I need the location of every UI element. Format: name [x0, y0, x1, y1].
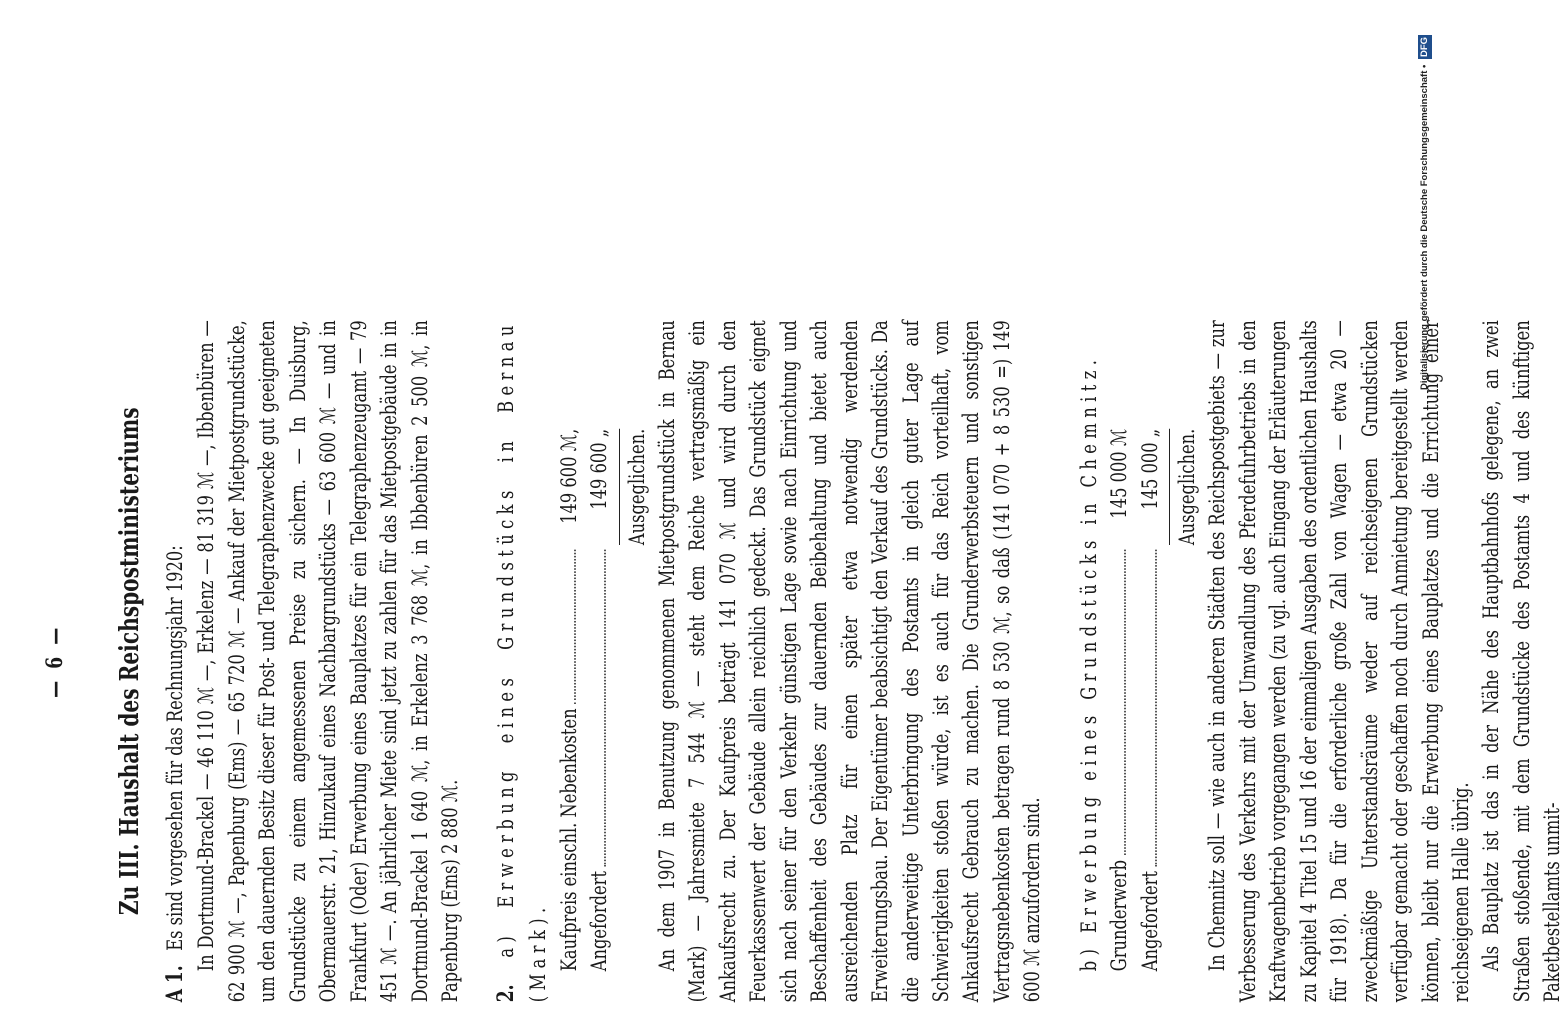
a1-label: A 1.	[161, 965, 188, 1003]
page-heading: Zu III. Haushalt des Reichspostministeriums	[114, 407, 145, 916]
leader-dots	[604, 550, 606, 867]
section-2a-title-text: a) Erwerbung eines Grundstücks in Bernau (Mark).	[494, 320, 551, 1003]
a1-intro-text: Es sind vorgesehen für das Rechnungsjahr 1920:	[162, 545, 187, 951]
sum-rule	[1169, 429, 1170, 545]
dfg-credit-sidebar	[1418, 10, 1432, 390]
dfg-logo: DFG	[1419, 36, 1430, 58]
section-2-label: 2.	[493, 984, 520, 1003]
cost-row-kaufpreis	[554, 429, 584, 972]
cost-row-label: Angefordert	[1137, 870, 1162, 972]
cost-row-label: Kaufpreis einschl. Nebenkosten	[556, 708, 581, 972]
a1-paragraph: In Dortmund-Brackel — 46 110 ℳ —, Erkelenz — 81 319 ℳ —, Ibbenbüren — 62 900 ℳ —, Papenburg (Ems) — 65 720 ℳ — Ankauf der Mietpostgrundstücke, um den dauernden Besitz dieser für Post- und Telegraphenzwecke gut geeigneten Grundstücke zu einem angemessenen Preise zu sichern. — In Duisburg, Obermauerstr. 21, Hinzukauf eines Nachbargrundstücks — 63 600 ℳ — und in Frankfurt (Oder) Erwerbung eines Bauplatzes für ein Telegraphenzeugamt — 79 451 ℳ —. An jährlicher Miete sind jetzt zu zahlen für das Mietpostgebäude in in Dortmund-Brackel 1 640 ℳ, in Erkelenz 3 768 ℳ, in Ibbenbüren 2 500 ℳ, in Papenburg (Ems) 2 880 ℳ.	[194, 320, 462, 1003]
leader-dots	[1124, 550, 1126, 856]
leader-dots	[574, 550, 576, 704]
page-number: — 6 —	[42, 624, 68, 698]
cost-row-value: 149 600 ℳ,	[556, 428, 581, 524]
section-2b-paragraph-1: In Chemnitz soll — wie auch in anderen Städten des Reichspostgebiets — zur Verbesserung des Verkehrs mit der Umwandlung des Pferdefuhrbetriebs in den Kraftwagenbetrieb vorgegangen werden (zu vgl. auch Eingang der Erläuterungen zu Kapitel 4 Titel 15 und 16 der einmaligen Ausgaben des ordentlichen Haushalts für 1918). Da für die erforderliche große Zahl von Wagen — etwa 20 — zweckmäßige Unterstandsräume weder auf reichseigenen Grundstücken verfügbar gemacht oder geschaffen noch durch Anmietung bereitgestellt werden können, bleibt nur die Erwerbung eines Bauplatzes und die Errichtung einer reichseigenen Halle übrig.	[1205, 320, 1473, 1003]
balanced-note-b: Ausgeglichen.	[1175, 428, 1200, 546]
a1-intro	[160, 320, 192, 1002]
cost-row-value: 145 000 „	[1137, 428, 1162, 510]
cost-row-label: Angefordert	[587, 870, 612, 972]
document-page	[40, 313, 1565, 1010]
cost-row-angefordert	[584, 429, 614, 972]
dfg-credit-text: Digitalisierung gefördert durch die Deutsche Forschungsgemeinschaft •	[1419, 64, 1430, 390]
cost-row-value: 145 000 ℳ	[1107, 428, 1132, 519]
sum-rule	[619, 429, 620, 545]
section-2a-title	[491, 320, 553, 1002]
cost-row-label: Grunderwerb	[1107, 859, 1132, 972]
section-2a-paragraph: An dem 1907 in Benutzung genommenen Mietpostgrundstück in Bernau (Mark) — Jahresmiete 7 544 ℳ — steht dem Reiche vertragsmäßig ein Ankaufsrecht zu. Der Kaufpreis beträgt 141 070 ℳ und wird durch den Feuerkassenwert der Gebäude allein reichlich gedeckt. Das Grundstück eignet sich nach seiner für den Verkehr günstigen Lage sowie nach Einrichtung und Beschaffenheit des Gebäudes zur dauernden Beibehaltung und bietet auch ausreichenden Platz für einen später etwa notwendig werdenden Erweiterungsbau. Der Eigentümer beabsichtigt den Verkauf des Grundstücks. Da die anderweitige Unterbringung des Postamts in gleich guter Lage auf Schwierigkeiten stoßen würde, ist es auch für das Reich vorteilhaft, vom Ankaufsrecht Gebrauch zu machen. Die Grunderwerbsteuern und sonstigen Vertragsnebenkosten betragen rund 8 530 ℳ, so daß (141 070 + 8 530 =) 149 600 ℳ anzufordern sind.	[655, 320, 1045, 1003]
cost-row-angefordert-b	[1135, 429, 1165, 972]
balanced-note: Ausgeglichen.	[624, 428, 649, 546]
cost-row-grunderwerb	[1104, 429, 1134, 972]
section-2b-paragraph-2: Als Bauplatz ist das in der Nähe des Hauptbahnhofs gelegene, an zwei Straßen stoßende, mit dem Grundstücke des Postamts 4 und des künftigen Paketbestellamts unmit-	[1479, 320, 1565, 1003]
leader-dots	[1155, 550, 1157, 867]
section-2b-title: b) Erwerbung eines Grundstücks in Chemnitz.	[1076, 354, 1101, 972]
cost-row-value: 149 600 „	[587, 428, 612, 510]
